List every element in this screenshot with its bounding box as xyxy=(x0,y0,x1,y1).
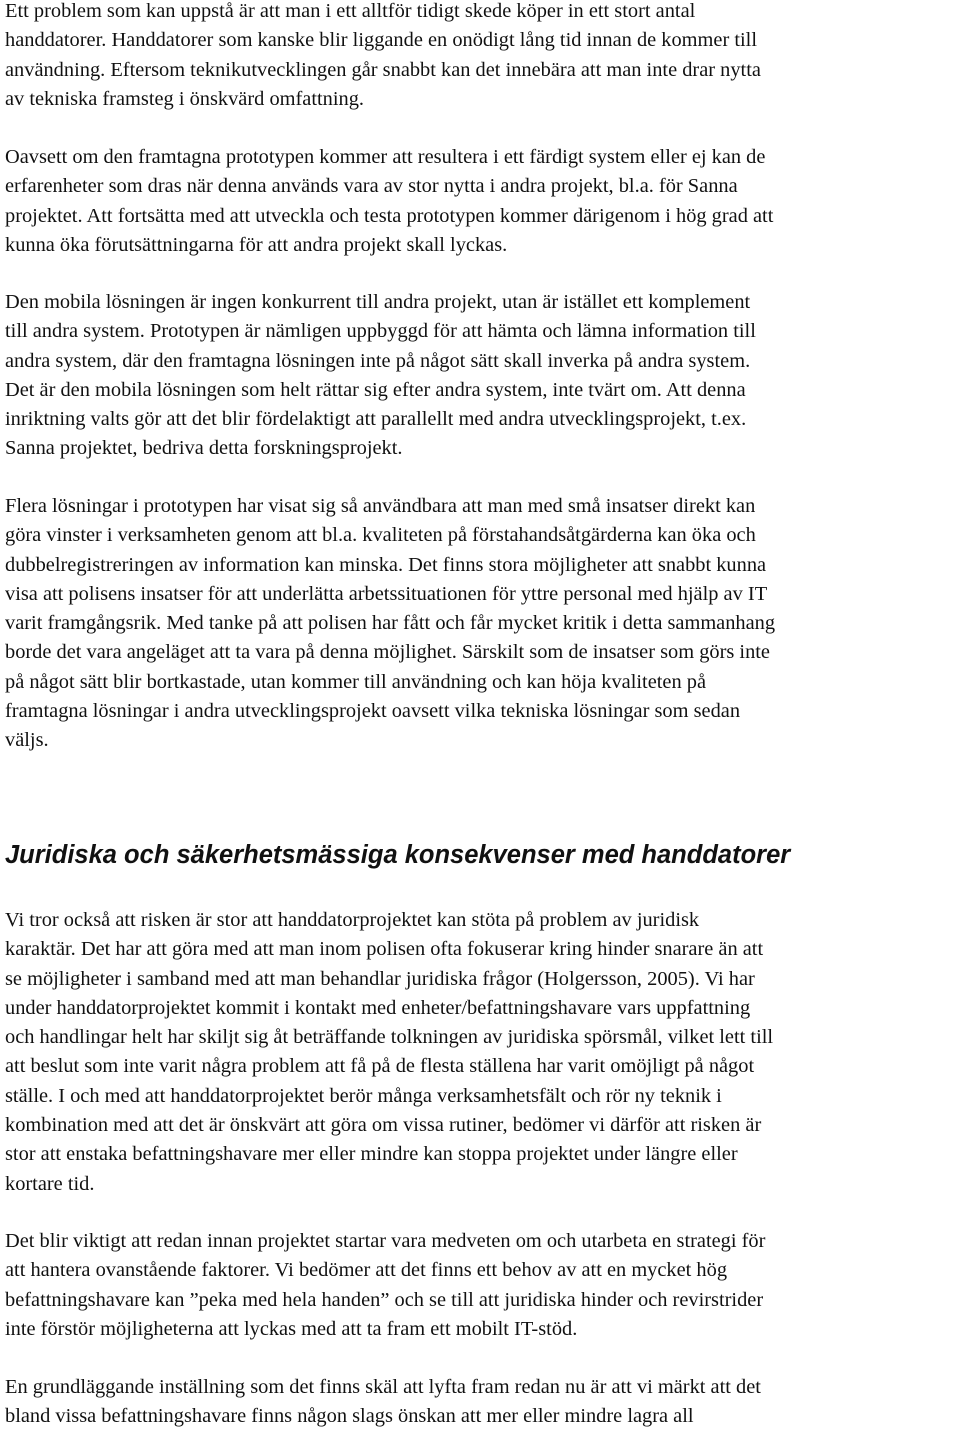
text-line: inriktning valts gör att det blir fördelaktigt att parallellt med andra utvecklingsprojekt, t.ex. xyxy=(5,408,747,431)
text-line: att hantera ovanstående faktorer. Vi bedömer att det finns ett behov av att en mycket hög xyxy=(5,1259,728,1282)
text-line: Sanna projektet, bedriva detta forskningsprojekt. xyxy=(5,437,403,460)
paragraph-early-purchase xyxy=(5,0,761,114)
text-line: Ett problem som kan uppstå är att man i ett alltför tidigt skede köper in ett stort antal xyxy=(5,0,696,22)
paragraph-mobile-solution xyxy=(5,288,756,464)
text-line: dubbelregistreringen av information kan minska. Det finns stora möjligheter att snabbt kunna xyxy=(5,553,767,576)
text-line: Den mobila lösningen är ingen konkurrent till andra projekt, utan är istället ett komplement xyxy=(5,291,751,313)
text-line: befattningshavare kan ”peka med hela handen” och se till att juridiska hinder och revirstrider xyxy=(5,1288,764,1311)
paragraph-prototype-result xyxy=(5,143,773,260)
text-line: av tekniska framsteg i önskvärd omfattning. xyxy=(5,87,365,110)
paragraph-basic-attitude xyxy=(5,1373,761,1430)
text-line: kunna öka förutsättningarna för att andra projekt skall lyckas. xyxy=(5,233,508,256)
text-line: Flera lösningar i prototypen har visat sig så användbara att man med små insatser direkt kan xyxy=(5,495,756,517)
text-line: stor att enstaka befattningshavare mer eller mindre kan stoppa projektet under längre eller xyxy=(5,1143,738,1166)
text-line: till andra system. Prototypen är nämligen uppbyggd för att hämta och lämna information till xyxy=(5,320,756,343)
text-line: Det är den mobila lösningen som helt rättar sig efter andra system, inte tvärt om. Att denna xyxy=(5,378,746,401)
text-line: väljs. xyxy=(5,729,49,752)
text-line: handdatorer. Handdatorer som kanske blir liggande en onödigt lång tid innan de kommer till xyxy=(5,29,758,52)
text-line: se möjligheter i samband med att man behandlar juridiska frågor (Holgersson, 2005). Vi har xyxy=(5,967,755,990)
text-line: Det blir viktigt att redan innan projektet startar vara medveten om och utarbeta en strategi för xyxy=(5,1230,766,1252)
paragraph-legal-risk xyxy=(5,906,773,1199)
text-line: projektet. Att fortsätta med att utveckla och testa prototypen kommer därigenom i hög grad att xyxy=(5,204,774,227)
text-line: användning. Eftersom teknikutvecklingen går snabbt kan det innebära att man inte drar nytta xyxy=(5,58,761,81)
text-line: att beslut som inte varit några problem att få på de flesta ställena har varit omöjligt på något xyxy=(5,1055,755,1078)
text-line: karaktär. Det har att göra med att man inom polisen ofta fokuserar kring hinder snarare än att xyxy=(5,938,764,961)
text-line: göra vinster i verksamheten genom att bl.a. kvaliteten på förstahandsåtgärderna kan öka och xyxy=(5,524,756,547)
text-line: bland vissa befattningshavare finns någon slags önskan att mer eller mindre lagra all xyxy=(5,1405,694,1428)
text-line: erfarenheter som dras när denna används vara av stor nytta i andra projekt, bl.a. för Sanna xyxy=(5,175,738,198)
text-line: inte förstör möjligheterna att lyckas med att ta fram ett mobilt IT-stöd. xyxy=(5,1317,578,1340)
text-line: varit framgångsrik. Med tanke på att polisen har fått och får mycket kritik i detta sammanhang xyxy=(5,612,776,635)
text-line: andra system, där den framtagna lösningen inte på något sätt skall inverka på andra system. xyxy=(5,349,751,372)
text-line: kombination med att det är önskvärt att göra om vissa rutiner, bedömer vi därför att risken är xyxy=(5,1114,762,1137)
text-line: och handlingar helt har skiljt sig åt beträffande tolkningen av juridiska spörsmål, vilket lett till xyxy=(5,1026,774,1049)
text-line: borde det vara angeläget att ta vara på denna möjlighet. Särskilt som de insatser som görs inte xyxy=(5,641,770,664)
section-heading: Juridiska och säkerhetsmässiga konsekvenser med handdatorer xyxy=(5,841,791,869)
text-line: framtagna lösningar i andra utvecklingsprojekt oavsett vilka tekniska lösningar som sedan xyxy=(5,700,741,723)
text-line: ställe. I och med att handdatorprojektet berör många verksamhetsfält och rör ny teknik i xyxy=(5,1084,722,1107)
text-line: En grundläggande inställning som det finns skäl att lyfta fram redan nu är att vi märkt att det xyxy=(5,1376,761,1398)
paragraph-useful-solutions xyxy=(5,492,775,756)
text-line: på något sätt blir bortkastade, utan kommer till användning och kan höja kvaliteten på xyxy=(5,670,707,693)
text-line: Oavsett om den framtagna prototypen kommer att resultera i ett färdigt system eller ej kan de xyxy=(5,146,766,168)
paragraph-strategy xyxy=(5,1227,765,1344)
text-line: under handdatorprojektet kommit i kontakt med enheter/befattningshavare vars uppfattning xyxy=(5,996,751,1019)
text-line: Vi tror också att risken är stor att handdatorprojektet kan stöta på problem av juridisk xyxy=(5,909,700,931)
text-line: kortare tid. xyxy=(5,1172,95,1195)
text-line: visa att polisens insatser för att underlätta arbetssituationen för yttre personal med hjälp av IT xyxy=(5,582,768,605)
